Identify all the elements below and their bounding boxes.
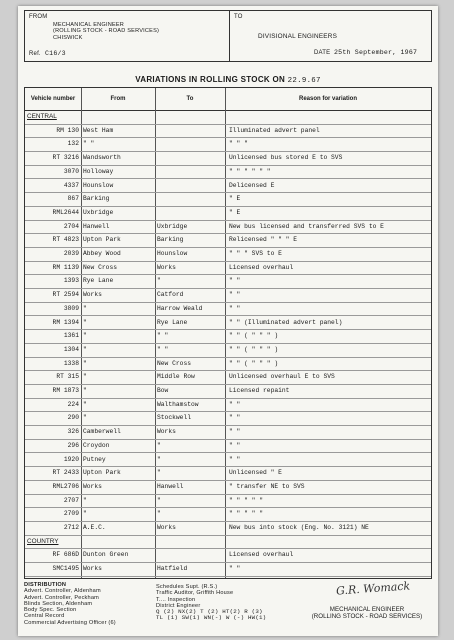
table-row bbox=[25, 411, 431, 426]
from-location: " bbox=[83, 345, 87, 353]
variation-reason: Unlicensed bus stored E to SVS bbox=[229, 154, 343, 162]
vehicle-number: 3070 bbox=[63, 167, 79, 175]
table-row bbox=[25, 370, 431, 385]
distribution-item: District Engineer bbox=[156, 602, 201, 609]
vehicle-number: 224 bbox=[67, 400, 79, 408]
distribution-list-2 bbox=[156, 584, 316, 622]
from-location: " bbox=[83, 332, 87, 340]
to-location: New Cross bbox=[157, 359, 192, 367]
table-row bbox=[25, 562, 431, 577]
vehicle-number: RM 1394 bbox=[52, 318, 79, 326]
from-location: " bbox=[83, 318, 87, 326]
from-location: New Cross bbox=[83, 263, 118, 271]
distribution-item: TL (1) SW(1) WN(-) W (-) HW(1) bbox=[156, 614, 267, 622]
signatory-title bbox=[300, 606, 434, 620]
from-location: " bbox=[83, 304, 87, 312]
from-box bbox=[25, 11, 230, 61]
distribution-title: DISTRIBUTION bbox=[24, 582, 67, 588]
section-label: CENTRAL bbox=[27, 113, 57, 120]
from-location: " bbox=[83, 359, 87, 367]
to-location: Middle Row bbox=[157, 373, 195, 381]
variation-reason: " E bbox=[229, 195, 241, 203]
distribution-list bbox=[24, 582, 164, 626]
vehicle-number: 326 bbox=[67, 428, 79, 436]
vehicle-number: 3809 bbox=[63, 304, 79, 312]
from-location: Holloway bbox=[83, 167, 114, 175]
section-row bbox=[25, 110, 431, 125]
distribution-item: Central Record bbox=[24, 613, 65, 620]
title-text: VARIATIONS IN ROLLING STOCK ON bbox=[135, 75, 286, 84]
variation-reason: " " " " " bbox=[229, 496, 264, 504]
to-location: " bbox=[157, 441, 161, 449]
variation-reason: " " ( " " " ) bbox=[229, 359, 279, 367]
vehicle-number: 2704 bbox=[63, 222, 79, 230]
from-line: MECHANICAL ENGINEER bbox=[53, 22, 125, 28]
vehicle-number: RM 130 bbox=[56, 126, 79, 134]
table-row bbox=[25, 439, 431, 454]
to-value: DIVISIONAL ENGINEERS bbox=[258, 33, 338, 40]
table-row bbox=[25, 466, 431, 481]
table-row bbox=[25, 220, 431, 235]
vehicle-number: RM 1139 bbox=[52, 263, 79, 271]
vehicle-number: 4337 bbox=[63, 181, 79, 189]
variation-reason: Licensed overhaul bbox=[229, 551, 294, 559]
to-location: Stockwell bbox=[157, 414, 192, 422]
from-location: Dunton Green bbox=[83, 551, 129, 559]
from-location: Upton Park bbox=[83, 469, 121, 477]
vehicle-number: 2712 bbox=[63, 524, 79, 531]
vehicle-number: RT 4823 bbox=[52, 236, 79, 244]
signatory-title-line: MECHANICAL ENGINEER bbox=[329, 606, 405, 613]
variation-reason: Relicensed " " " E bbox=[229, 236, 298, 244]
vehicle-number: RF 686D bbox=[52, 551, 79, 559]
to-location: " " bbox=[157, 332, 169, 340]
from-location: West Ham bbox=[83, 126, 114, 134]
col-to-header: To bbox=[186, 95, 194, 102]
table-row bbox=[25, 329, 431, 344]
from-location: " bbox=[83, 373, 87, 381]
variation-reason: " " bbox=[229, 441, 241, 449]
variation-reason: " " " " " bbox=[229, 510, 264, 518]
distribution-item: T.... Inspection bbox=[156, 596, 196, 603]
table-row bbox=[25, 124, 431, 139]
to-location bbox=[157, 548, 225, 562]
to-location bbox=[157, 165, 225, 179]
distribution-item: Traffic Auditor, Griffith House bbox=[156, 590, 234, 597]
table-row bbox=[25, 247, 431, 262]
distribution-item: Advert. Controller, Aldenham bbox=[24, 588, 101, 595]
from-location: A.E.C. bbox=[83, 524, 106, 531]
from-location: Hanwell bbox=[83, 222, 110, 230]
to-location: Catford bbox=[157, 291, 184, 299]
to-location: Walthamstow bbox=[157, 400, 199, 408]
signature: G.R. Womack bbox=[335, 579, 411, 598]
table-row bbox=[25, 384, 431, 399]
from-location: " bbox=[83, 400, 87, 408]
distribution-item: Q (2) NX(2) T (2) HT(2) R (3) bbox=[156, 608, 263, 616]
vehicle-number: RT 315 bbox=[56, 373, 79, 381]
to-location: " bbox=[157, 510, 161, 518]
vehicle-number: 2707 bbox=[63, 496, 79, 504]
distribution-item: Commercial Advertising Officer (6) bbox=[24, 619, 116, 626]
from-location: " bbox=[83, 510, 87, 518]
to-location: " bbox=[157, 455, 161, 463]
to-location: Uxbridge bbox=[157, 222, 188, 230]
to-location: Works bbox=[157, 524, 176, 531]
vehicle-number: 1361 bbox=[63, 332, 79, 340]
variation-reason: " E bbox=[229, 208, 241, 216]
vehicle-number: 867 bbox=[67, 195, 79, 203]
table-row bbox=[25, 548, 431, 563]
table-row bbox=[25, 179, 431, 194]
table-row bbox=[25, 302, 431, 317]
to-location: Bow bbox=[157, 387, 169, 394]
date-label: DATE bbox=[314, 50, 331, 56]
from-location: Works bbox=[83, 291, 102, 299]
table-row bbox=[25, 357, 431, 372]
table-row bbox=[25, 206, 431, 221]
variation-reason: Delicensed E bbox=[229, 181, 275, 189]
variation-reason: " " " " " " bbox=[229, 167, 271, 175]
from-location: Rye Lane bbox=[83, 277, 114, 285]
table-row bbox=[25, 453, 431, 468]
vehicle-number: 132 bbox=[67, 140, 79, 148]
to-location: Works bbox=[157, 428, 176, 436]
from-line: CHISWICK bbox=[53, 34, 83, 41]
variation-reason: " " bbox=[229, 277, 241, 285]
to-label: TO bbox=[234, 14, 243, 20]
variation-reason: " " ( " " " ) bbox=[229, 345, 279, 353]
from-location: Works bbox=[83, 482, 102, 490]
from-location: Putney bbox=[83, 455, 106, 463]
section-row bbox=[25, 535, 431, 550]
from-location: " bbox=[83, 496, 87, 504]
date-value: 25th September, 1967 bbox=[334, 49, 418, 56]
from-location: Wandsworth bbox=[83, 154, 121, 162]
to-location: Barking bbox=[157, 236, 184, 244]
col-from-header: From bbox=[110, 95, 126, 102]
variation-reason: " " bbox=[229, 414, 241, 422]
table-row bbox=[25, 261, 431, 276]
col-reason-header: Reason for variation bbox=[298, 95, 357, 102]
ref-label: Ref. bbox=[29, 51, 41, 57]
table-row bbox=[25, 521, 431, 536]
table-row bbox=[25, 398, 431, 413]
variation-reason: " " " SVS to E bbox=[229, 250, 282, 257]
table-row bbox=[25, 343, 431, 358]
variation-reason: " " bbox=[229, 455, 241, 463]
to-location bbox=[157, 179, 225, 193]
vehicle-number: 1920 bbox=[63, 455, 79, 463]
to-location bbox=[157, 137, 225, 151]
vehicle-number: 1393 bbox=[63, 277, 79, 285]
vehicle-number: SMC1495 bbox=[52, 565, 79, 573]
from-location: Barking bbox=[83, 195, 110, 203]
from-line: (ROLLING STOCK - ROAD SERVICES) bbox=[53, 28, 160, 35]
to-location: Works bbox=[157, 263, 176, 271]
from-location: Hounslow bbox=[83, 181, 114, 189]
variation-reason: " " bbox=[229, 291, 241, 299]
to-location: Hatfield bbox=[157, 565, 188, 573]
table-row bbox=[25, 233, 431, 248]
variation-reason: " " (Illuminated advert panel) bbox=[229, 318, 343, 326]
from-location: Works bbox=[83, 565, 102, 573]
to-location: Rye Lane bbox=[157, 318, 188, 326]
to-location: Hounslow bbox=[157, 250, 188, 257]
variation-reason: Unlicensed overhaul E to SVS bbox=[229, 373, 335, 381]
to-location: " bbox=[157, 277, 161, 285]
from-label: FROM bbox=[29, 14, 48, 20]
vehicle-number: RML2706 bbox=[52, 482, 79, 490]
variation-reason: " " " bbox=[229, 140, 248, 148]
to-location: Hanwell bbox=[157, 482, 184, 490]
to-location: Harrow Weald bbox=[157, 304, 203, 312]
table-row bbox=[25, 192, 431, 207]
variation-reason: Licensed repaint bbox=[229, 387, 290, 394]
variation-reason: " transfer NE to SVS bbox=[229, 482, 305, 490]
variation-reason: Licensed overhaul bbox=[229, 263, 294, 271]
vehicle-number: RT 2433 bbox=[52, 469, 79, 477]
header-box bbox=[24, 10, 432, 62]
from-location: Upton Park bbox=[83, 236, 121, 244]
vehicle-number: RT 3216 bbox=[52, 154, 79, 162]
variation-reason: New bus into stock (Eng. No. 3121) NE bbox=[229, 524, 369, 531]
title-date: 22.9.67 bbox=[287, 77, 321, 85]
from-location: " bbox=[83, 414, 87, 422]
table-row bbox=[25, 274, 431, 289]
to-location bbox=[157, 206, 225, 220]
to-location bbox=[157, 151, 225, 165]
from-location: " bbox=[83, 387, 87, 394]
table-row bbox=[25, 507, 431, 522]
distribution-item: Blinds Section, Aldenham bbox=[24, 600, 93, 607]
from-location: " " bbox=[83, 140, 95, 148]
distribution-item: Body Spec. Section bbox=[24, 607, 77, 614]
variation-reason: " " bbox=[229, 428, 241, 436]
vehicle-number: RM 1873 bbox=[52, 387, 79, 394]
vehicle-number: 296 bbox=[67, 441, 79, 449]
table-row bbox=[25, 137, 431, 152]
from-location: Uxbridge bbox=[83, 208, 114, 216]
table-row bbox=[25, 425, 431, 440]
vehicle-number: 290 bbox=[67, 414, 79, 422]
vehicle-number: RT 2594 bbox=[52, 291, 79, 299]
to-location: " " bbox=[157, 345, 169, 353]
distribution-item: Schedules Supt. (R.S.) bbox=[156, 584, 218, 590]
table-row bbox=[25, 288, 431, 303]
vehicle-number: 2039 bbox=[63, 250, 79, 257]
col-vehicle-header: Vehicle number bbox=[30, 95, 76, 102]
variation-reason: " " bbox=[229, 304, 241, 312]
table-header bbox=[25, 88, 431, 111]
table-row bbox=[25, 494, 431, 509]
vehicle-number: 2709 bbox=[63, 510, 79, 518]
vehicle-number: 1338 bbox=[63, 359, 79, 367]
vehicle-number: RML2644 bbox=[52, 208, 79, 216]
signatory-title-line: (ROLLING STOCK - ROAD SERVICES) bbox=[311, 613, 423, 620]
to-location: " bbox=[157, 469, 161, 477]
table-row bbox=[25, 151, 431, 166]
table-row bbox=[25, 480, 431, 495]
table-row bbox=[25, 316, 431, 331]
table-row bbox=[25, 165, 431, 180]
to-location bbox=[157, 192, 225, 206]
ref-value: C16/3 bbox=[45, 50, 66, 57]
variation-reason: Illuminated advert panel bbox=[229, 126, 320, 134]
variation-reason: " " bbox=[229, 565, 241, 573]
to-location: " bbox=[157, 496, 161, 504]
variations-table bbox=[24, 87, 432, 579]
from-address bbox=[53, 22, 159, 41]
distribution-item: Advert. Controller, Peckham bbox=[24, 594, 100, 601]
variations-form bbox=[18, 6, 438, 636]
to-box bbox=[230, 11, 431, 61]
section-label: COUNTRY bbox=[27, 537, 59, 545]
to-location bbox=[157, 124, 225, 138]
variation-reason: Unlicensed " E bbox=[229, 469, 282, 477]
variation-reason: " " bbox=[229, 400, 241, 408]
page-title bbox=[18, 75, 438, 85]
vehicle-number: 1304 bbox=[63, 345, 79, 353]
variation-reason: " " ( " " " ) bbox=[229, 332, 279, 340]
from-location: Croydon bbox=[83, 441, 110, 449]
from-location: Camberwell bbox=[83, 428, 121, 436]
from-location: Abbey Wood bbox=[83, 250, 121, 257]
variation-reason: New bus licensed and transferred SVS to E bbox=[229, 222, 384, 230]
